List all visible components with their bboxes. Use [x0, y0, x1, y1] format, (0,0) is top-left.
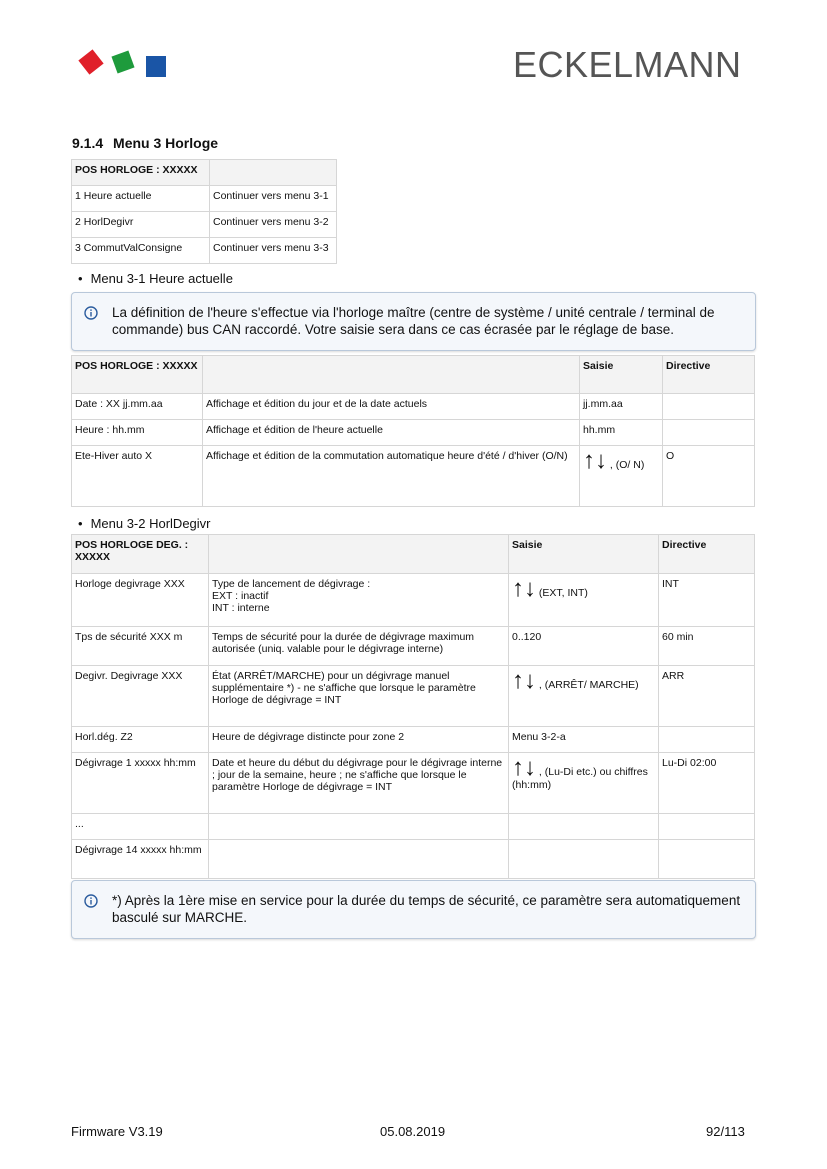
table-cell: [663, 420, 755, 446]
footer-date: 05.08.2019: [380, 1124, 446, 1139]
table-cell: [659, 840, 755, 879]
table-cell: [580, 446, 663, 507]
table-row: [72, 727, 755, 753]
arrow-down-icon: ↓: [524, 754, 536, 781]
menu3-2-table: [71, 534, 755, 879]
table-cell: Heure de dégivrage distincte pour zone 2: [209, 727, 509, 753]
table-cell: Menu 3-2-a: [509, 727, 659, 753]
table-row: [72, 394, 755, 420]
table-cell: Heure : hh.mm: [72, 420, 203, 446]
table-cell: État (ARRÊT/MARCHE) pour un dégivrage manuel supplémentaire *) - ne s'affiche que lorsque le paramètre Horloge de dégivrage = INT: [209, 666, 509, 727]
table-row: [72, 840, 755, 879]
table-cell: [509, 814, 659, 840]
table-row: [72, 238, 337, 264]
table-header: Directive: [663, 356, 755, 394]
table-header: [209, 535, 509, 574]
menu3-table: [71, 159, 337, 264]
table-row: [72, 814, 755, 840]
table-cell: 60 min: [659, 627, 755, 666]
table-cell: [659, 727, 755, 753]
table-cell: Continuer vers menu 3-3: [210, 238, 337, 264]
table-cell: Dégivrage 14 xxxxx hh:mm: [72, 840, 209, 879]
note-panel: [71, 880, 756, 939]
table-header: POS HORLOGE : XXXXX: [72, 356, 203, 394]
table-row: [72, 212, 337, 238]
table-cell: 1 Heure actuelle: [72, 186, 210, 212]
section-title: Menu 3 Horloge: [113, 135, 219, 151]
table-cell: jj.mm.aa: [580, 394, 663, 420]
table-cell: Lu-Di 02:00: [659, 753, 755, 814]
info-icon: [84, 306, 98, 320]
info-icon: [84, 894, 98, 908]
table-row: [72, 420, 755, 446]
table-cell: [509, 666, 659, 727]
bullet-icon: •: [78, 271, 83, 286]
arrow-up-icon: ↑: [512, 667, 524, 694]
footer-page-number: 92/113: [706, 1124, 745, 1139]
bullet-text: Menu 3-2 HorlDegivr: [90, 516, 211, 531]
table-row: [72, 627, 755, 666]
table-cell: [209, 840, 509, 879]
table-header: Saisie: [509, 535, 659, 574]
table-row: [72, 666, 755, 727]
info-text: La définition de l'heure s'effectue via l'horloge maître (centre de système / unité centrale / terminal de commande) bus CAN raccordé. Votre saisie sera dans ce cas écrasée par le réglage de base.: [112, 305, 715, 337]
arrow-up-icon: ↑: [512, 575, 524, 602]
input-values: , (O/ N): [609, 459, 645, 471]
table-row: [72, 574, 755, 627]
table-cell: O: [663, 446, 755, 507]
table-cell: ARR: [659, 666, 755, 727]
table-cell: Degivr. Degivrage XXX: [72, 666, 209, 727]
bullet-text: Menu 3-1 Heure actuelle: [90, 271, 233, 286]
table-cell: 2 HorlDegivr: [72, 212, 210, 238]
table-header: [203, 356, 580, 394]
table-row: [72, 186, 337, 212]
table-cell: INT: [659, 574, 755, 627]
table-row: [72, 753, 755, 814]
company-logo: [76, 46, 168, 80]
arrow-down-icon: ↓: [524, 667, 536, 694]
table-header: Saisie: [580, 356, 663, 394]
table-cell: [659, 814, 755, 840]
table-cell: Tps de sécurité XXX m: [72, 627, 209, 666]
input-values: , (Lu-Di etc.) ou chiffres (hh:mm): [512, 766, 648, 791]
table-cell: Affichage et édition de la commutation automatique heure d'été / d'hiver (O/N): [203, 446, 580, 507]
table-cell: ...: [72, 814, 209, 840]
table-header: POS HORLOGE DEG. : XXXXX: [72, 535, 209, 574]
table-cell: Continuer vers menu 3-2: [210, 212, 337, 238]
input-values: , (ARRÊT/ MARCHE): [538, 679, 639, 691]
table-header: [210, 160, 337, 186]
table-cell: Dégivrage 1 xxxxx hh:mm: [72, 753, 209, 814]
bullet-item: [78, 516, 211, 531]
footer-firmware: Firmware V3.19: [71, 1124, 163, 1139]
table-cell: [509, 840, 659, 879]
table-header: POS HORLOGE : XXXXX: [72, 160, 210, 186]
table-cell: 3 CommutValConsigne: [72, 238, 210, 264]
table-cell: Affichage et édition de l'heure actuelle: [203, 420, 580, 446]
table-cell: Date : XX jj.mm.aa: [72, 394, 203, 420]
section-number: 9.1.4: [72, 135, 104, 151]
note-text: *) Après la 1ère mise en service pour la durée du temps de sécurité, ce paramètre sera automatiquement basculé sur MARCHE.: [112, 893, 741, 925]
table-cell: Date et heure du début du dégivrage pour le dégivrage interne ; jour de la semaine, heure ; ne s'affiche que lorsque le paramètre Horloge de dégivrage = INT: [209, 753, 509, 814]
arrow-up-icon: ↑: [512, 754, 524, 781]
table-cell: hh.mm: [580, 420, 663, 446]
table-cell: Horloge degivrage XXX: [72, 574, 209, 627]
menu3-1-table: [71, 355, 755, 507]
table-cell: Type de lancement de dégivrage : EXT : inactif INT : interne: [209, 574, 509, 627]
info-panel: [71, 292, 756, 351]
table-cell: [663, 394, 755, 420]
table-cell: 0..120: [509, 627, 659, 666]
table-cell: [509, 574, 659, 627]
brand-name: ECKELMANN: [513, 44, 742, 85]
input-values: (EXT, INT): [538, 587, 588, 599]
table-cell: Affichage et édition du jour et de la date actuels: [203, 394, 580, 420]
table-cell: [509, 753, 659, 814]
table-cell: Ete-Hiver auto X: [72, 446, 203, 507]
table-cell: Continuer vers menu 3-1: [210, 186, 337, 212]
bullet-item: [78, 271, 233, 286]
arrow-up-icon: ↑: [583, 447, 595, 474]
table-cell: [209, 814, 509, 840]
arrow-down-icon: ↓: [595, 447, 607, 474]
table-header: Directive: [659, 535, 755, 574]
table-cell: Temps de sécurité pour la durée de dégivrage maximum autorisée (uniq. valable pour le dégivrage interne): [209, 627, 509, 666]
arrow-down-icon: ↓: [524, 575, 536, 602]
table-row: [72, 446, 755, 507]
table-cell: Horl.dég. Z2: [72, 727, 209, 753]
section-heading: [72, 135, 218, 151]
bullet-icon: •: [78, 516, 83, 531]
